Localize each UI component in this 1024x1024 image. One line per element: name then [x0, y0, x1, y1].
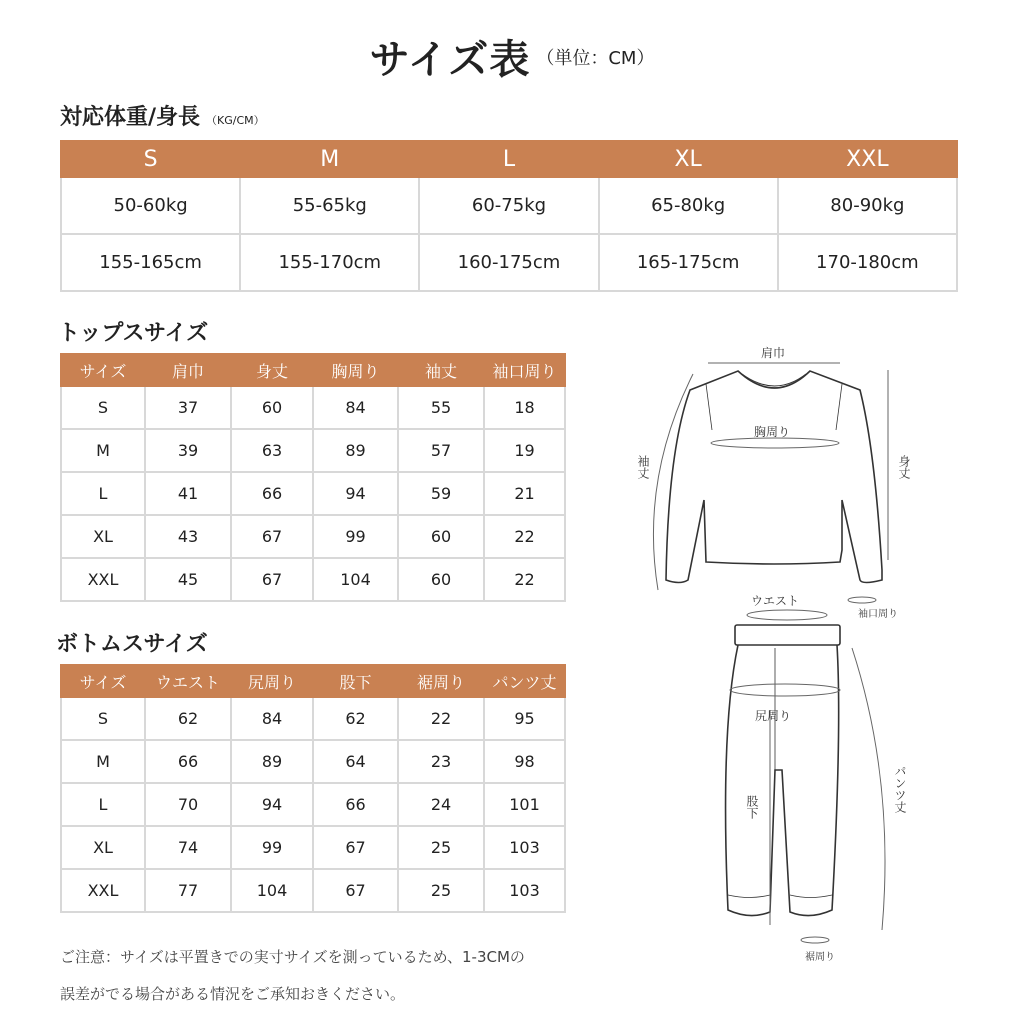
- table-row: [61, 429, 565, 472]
- height-row: [61, 234, 957, 291]
- inseam-label: 股下: [745, 795, 759, 819]
- column-header: パンツ丈: [484, 665, 565, 697]
- table-cell: 94: [231, 783, 313, 826]
- table-cell: 67: [313, 869, 398, 912]
- table-cell: XXL: [61, 558, 145, 601]
- table-cell: 39: [145, 429, 231, 472]
- table-row: [61, 386, 565, 429]
- table-cell: 25: [398, 869, 484, 912]
- table-cell: 24: [398, 783, 484, 826]
- table-cell: 60: [398, 558, 484, 601]
- table-cell: 62: [313, 697, 398, 740]
- table-row: [61, 783, 565, 826]
- table-row: [61, 740, 565, 783]
- weight-cell: 65-80kg: [599, 177, 778, 234]
- pants-length-label: パンツ丈: [893, 765, 907, 813]
- table-cell: 60: [231, 386, 313, 429]
- table-cell: 99: [231, 826, 313, 869]
- chest-label: 胸周り: [754, 425, 791, 439]
- table-cell: 64: [313, 740, 398, 783]
- table-cell: 104: [313, 558, 398, 601]
- table-cell: 84: [313, 386, 398, 429]
- table-cell: L: [61, 783, 145, 826]
- title-unit: （単位：CM）: [536, 47, 655, 69]
- column-header: 裾周り: [398, 665, 484, 697]
- shoulder-label: 肩巾: [761, 346, 786, 360]
- column-header: 肩巾: [145, 354, 231, 386]
- table-cell: 103: [484, 869, 565, 912]
- table-cell: 63: [231, 429, 313, 472]
- table-cell: 98: [484, 740, 565, 783]
- table-cell: 25: [398, 826, 484, 869]
- sleeve-label: 袖丈: [636, 455, 650, 479]
- column-header: 袖丈: [398, 354, 484, 386]
- table-cell: 59: [398, 472, 484, 515]
- table-cell: 57: [398, 429, 484, 472]
- table-cell: S: [61, 697, 145, 740]
- table-cell: 67: [313, 826, 398, 869]
- table-header-row: [61, 665, 565, 697]
- weight-cell: 55-65kg: [240, 177, 419, 234]
- table-cell: 66: [145, 740, 231, 783]
- table-cell: M: [61, 740, 145, 783]
- column-header: 袖口周り: [484, 354, 565, 386]
- bottoms-size-table: [60, 664, 566, 913]
- size-header: XL: [599, 141, 778, 177]
- table-cell: 60: [398, 515, 484, 558]
- table-cell: 101: [484, 783, 565, 826]
- table-cell: 21: [484, 472, 565, 515]
- table-header-row: [61, 141, 957, 177]
- table-cell: 95: [484, 697, 565, 740]
- table-row: [61, 472, 565, 515]
- height-cell: 155-165cm: [61, 234, 240, 291]
- table-cell: 19: [484, 429, 565, 472]
- table-cell: 74: [145, 826, 231, 869]
- table-cell: XL: [61, 826, 145, 869]
- column-header: 胸周り: [313, 354, 398, 386]
- tops-size-table: [60, 353, 566, 602]
- table-row: [61, 697, 565, 740]
- table-cell: 67: [231, 515, 313, 558]
- column-header: 股下: [313, 665, 398, 697]
- column-header: 身丈: [231, 354, 313, 386]
- height-cell: 155-170cm: [240, 234, 419, 291]
- table-cell: 62: [145, 697, 231, 740]
- size-header: S: [61, 141, 240, 177]
- page-title: [0, 28, 1024, 85]
- table-row: [61, 869, 565, 912]
- table-cell: 55: [398, 386, 484, 429]
- weight-cell: 80-90kg: [778, 177, 957, 234]
- table-row: [61, 515, 565, 558]
- hem-label: 裾周り: [805, 952, 835, 963]
- tops-heading: トップスサイズ: [58, 321, 209, 346]
- height-cell: 165-175cm: [599, 234, 778, 291]
- body-heading-text: 対応体重/身長: [60, 105, 201, 130]
- column-header: ウエスト: [145, 665, 231, 697]
- table-cell: 103: [484, 826, 565, 869]
- size-header: XXL: [778, 141, 957, 177]
- table-header-row: [61, 354, 565, 386]
- table-cell: XL: [61, 515, 145, 558]
- column-header: 尻周り: [231, 665, 313, 697]
- column-header: サイズ: [61, 665, 145, 697]
- table-cell: 22: [484, 515, 565, 558]
- garment-diagram: [620, 330, 940, 1010]
- table-cell: 89: [231, 740, 313, 783]
- table-cell: 43: [145, 515, 231, 558]
- table-cell: 67: [231, 558, 313, 601]
- column-header: サイズ: [61, 354, 145, 386]
- table-cell: M: [61, 429, 145, 472]
- cuff-label: 袖口周り: [858, 609, 898, 620]
- weight-cell: 50-60kg: [61, 177, 240, 234]
- height-cell: 160-175cm: [419, 234, 598, 291]
- table-cell: 99: [313, 515, 398, 558]
- weight-row: [61, 177, 957, 234]
- table-cell: 66: [313, 783, 398, 826]
- body-heading-unit: （KG/CM）: [206, 114, 265, 127]
- bottoms-heading: ボトムスサイズ: [56, 632, 208, 657]
- table-cell: 66: [231, 472, 313, 515]
- table-cell: 41: [145, 472, 231, 515]
- table-cell: 84: [231, 697, 313, 740]
- title-main: サイズ表: [369, 37, 531, 83]
- table-cell: 37: [145, 386, 231, 429]
- table-cell: 18: [484, 386, 565, 429]
- table-cell: 70: [145, 783, 231, 826]
- size-header: L: [419, 141, 598, 177]
- hip-label: 尻周り: [755, 709, 792, 723]
- body-length-label: 身丈: [897, 455, 911, 479]
- table-cell: 77: [145, 869, 231, 912]
- body-size-table: [60, 140, 958, 292]
- table-cell: 89: [313, 429, 398, 472]
- height-cell: 170-180cm: [778, 234, 957, 291]
- table-cell: 22: [398, 697, 484, 740]
- table-cell: S: [61, 386, 145, 429]
- waist-label: ウエスト: [751, 594, 800, 608]
- table-cell: 104: [231, 869, 313, 912]
- size-header: M: [240, 141, 419, 177]
- table-cell: L: [61, 472, 145, 515]
- note-line-1: ご注意：サイズは平置きでの実寸サイズを測っているため、1-3CMの: [60, 948, 525, 966]
- note-line-2: 誤差がでる場合がある情況をご承知おきください。: [60, 985, 406, 1003]
- table-cell: 45: [145, 558, 231, 601]
- table-cell: 22: [484, 558, 565, 601]
- table-cell: XXL: [61, 869, 145, 912]
- body-table-heading: [60, 100, 265, 131]
- table-cell: 23: [398, 740, 484, 783]
- table-cell: 94: [313, 472, 398, 515]
- weight-cell: 60-75kg: [419, 177, 598, 234]
- table-row: [61, 558, 565, 601]
- table-row: [61, 826, 565, 869]
